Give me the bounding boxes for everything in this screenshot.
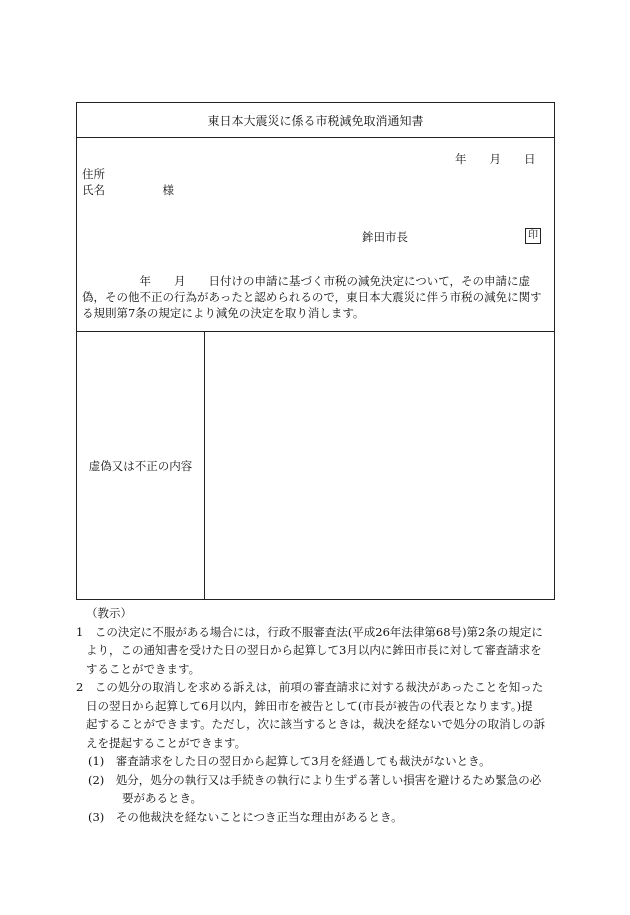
sub-item-2-line2: 要があるとき。 bbox=[122, 791, 203, 805]
appeal-instructions bbox=[76, 604, 556, 826]
instructions-heading: （教示） bbox=[86, 606, 132, 620]
address-label: 住所 bbox=[82, 167, 105, 181]
seal-stamp: 印 bbox=[525, 228, 541, 244]
item1-line3: することができます。 bbox=[86, 661, 201, 676]
sub-item-1: (1) 審査請求をした日の翌日から起算して3月を経過しても裁決がないとき。 bbox=[88, 754, 491, 768]
sub-item-2-line1: (2) 処分，処分の執行又は手続きの執行により生ずる著しい損害を避けるため緊急の必 bbox=[88, 772, 542, 787]
notice-body-text: 年 月 日付けの申請に基づく市税の減免決定について，その申請に虚偽，その他不正の行為があったと認められるので，東日本大震災に伴う市税の減免に関する規則第7条の規定により減免の決定を取り消します。 bbox=[82, 274, 542, 320]
item1-line1: 1 この決定に不服がある場合には，行政不服審査法(平成26年法律第68号)第2条の規定に bbox=[76, 624, 543, 639]
item2-line4: えを提起することができます。 bbox=[86, 735, 247, 750]
sub-item-3: (3) その他裁決を経ないことにつき正当な理由があるとき。 bbox=[88, 809, 403, 824]
date-line: 年 月 日 bbox=[455, 152, 536, 166]
form-title: 東日本大震災に係る市税減免取消通知書 bbox=[77, 103, 554, 138]
notice-form bbox=[76, 102, 555, 600]
detail-label: 虚偽又は不正の内容 bbox=[77, 332, 205, 600]
detail-content bbox=[205, 332, 554, 600]
item2-line1: 2 この処分の取消しを求める訴えは，前項の審査請求に対する裁決があったことを知った bbox=[76, 680, 544, 694]
recipient-name-label: 氏名 様 bbox=[82, 183, 174, 197]
mayor-label: 鉾田市長 bbox=[362, 230, 408, 244]
item2-line2: 日の翌日から起算して6月以内，鉾田市を被告として(市長が被告の代表となります。)提 bbox=[86, 698, 533, 713]
item1-line2: より，この通知書を受けた日の翌日から起算して3月以内に鉾田市長に対して審査請求を bbox=[86, 643, 542, 657]
item2-line3: 起することができます。ただし，次に該当するときは，裁決を経ないで処分の取消しの訴 bbox=[86, 717, 546, 731]
detail-row bbox=[77, 331, 554, 600]
